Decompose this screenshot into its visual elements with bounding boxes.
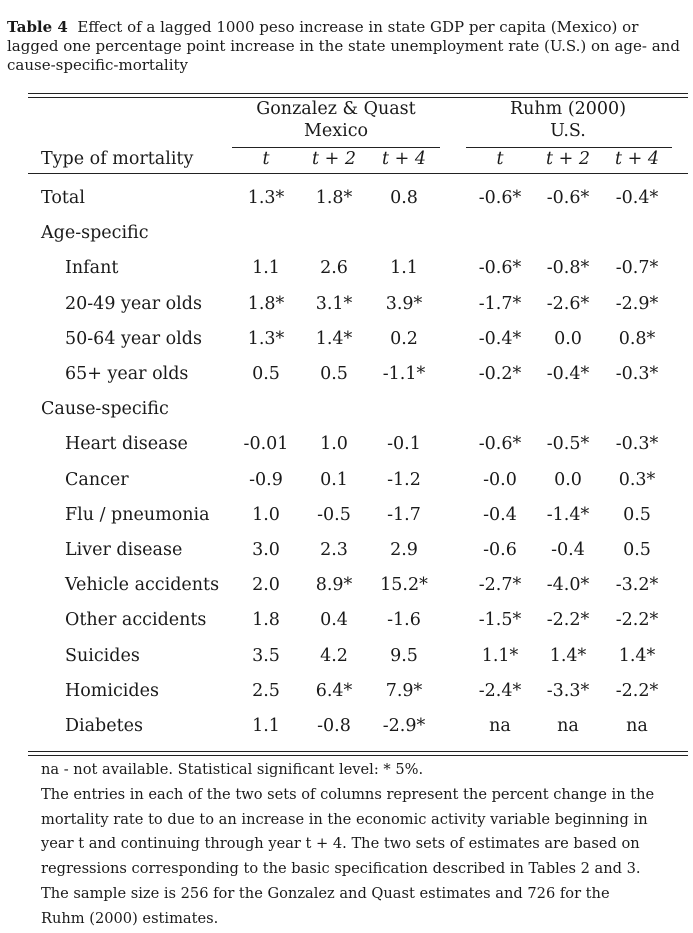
- table-cell: 7.9*: [385, 680, 423, 701]
- table-cell: 1.1: [390, 258, 418, 279]
- table-cell: -0.9: [249, 469, 283, 490]
- table-notes: [41, 758, 681, 932]
- top-rule: [28, 93, 688, 94]
- table-cell: 1.3*: [247, 328, 285, 349]
- table-cell: -0.6*: [478, 188, 522, 208]
- stub-header: Type of mortality: [41, 149, 194, 169]
- table-cell: -0.7*: [615, 258, 659, 279]
- note-line: The entries in each of the two sets of columns represent the percent change in the: [41, 785, 655, 803]
- table-cell: 3.1*: [315, 293, 353, 314]
- group-header-us: [462, 98, 674, 142]
- table-cell: 1.0: [252, 504, 280, 525]
- table-cell: -3.3*: [546, 680, 590, 701]
- table-cell: -0.8*: [546, 258, 590, 279]
- row-label: 20-49 year olds: [65, 293, 202, 314]
- table-cell: -0.2*: [478, 364, 522, 384]
- row-label: 65+ year olds: [65, 364, 189, 384]
- table-cell: 15.2*: [380, 575, 428, 596]
- caption-line-3: cause-specific-mortality: [7, 56, 188, 74]
- table-cell: 9.5: [390, 645, 418, 666]
- table-cell: -2.9*: [382, 716, 426, 736]
- row-label: Other accidents: [65, 610, 207, 631]
- table-cell: -0.6: [483, 540, 517, 560]
- table-cell: 1.4*: [549, 645, 587, 666]
- row-label: Liver disease: [65, 540, 183, 560]
- note-line: regressions corresponding to the basic specification described in Tables 2 and 3.: [41, 860, 641, 878]
- table-cell: -0.6*: [546, 188, 590, 208]
- row-label: Cause-specific: [41, 399, 169, 420]
- table-cell: 2.3: [320, 540, 348, 560]
- table-cell: 6.4*: [315, 680, 353, 701]
- table-cell: 4.2: [320, 645, 348, 666]
- note-line: Ruhm (2000) estimates.: [41, 909, 219, 927]
- table-caption: [7, 18, 693, 75]
- table-cell: -0.4: [483, 504, 517, 525]
- row-label: Diabetes: [65, 716, 143, 736]
- table-cell: 3.0: [252, 540, 280, 560]
- table-cell: 0.5: [623, 504, 651, 525]
- table-cell: -2.4*: [478, 680, 522, 701]
- table-cell: -1.6: [387, 610, 421, 631]
- table-cell: -2.7*: [478, 575, 522, 596]
- table-cell: -2.9*: [615, 293, 659, 314]
- table-cell: 0.5: [252, 364, 280, 384]
- table-cell: 8.9*: [315, 575, 353, 596]
- table-cell: 1.4*: [315, 328, 353, 349]
- table-cell: na: [557, 716, 579, 736]
- group-rule-us: [466, 147, 672, 148]
- column-header: t + 2: [546, 149, 590, 169]
- table-cell: 2.6: [320, 258, 348, 279]
- table-cell: -0.8: [317, 716, 351, 736]
- table-cell: -2.2*: [615, 610, 659, 631]
- table-cell: -0.0: [483, 469, 517, 490]
- table-cell: -4.0*: [546, 575, 590, 596]
- table-cell: -3.2*: [615, 575, 659, 596]
- row-label: Cancer: [65, 469, 129, 490]
- table-cell: 0.1: [320, 469, 348, 490]
- group1-line2: Mexico: [303, 121, 369, 141]
- bottom-rule-2: [28, 755, 688, 756]
- table-cell: 1.0: [320, 434, 348, 455]
- table-cell: 1.4*: [618, 645, 656, 666]
- caption-line-2: lagged one percentage point increase in the state unemployment rate (U.S.) on age- and: [7, 37, 680, 55]
- table-cell: 2.5: [252, 680, 280, 701]
- group-header-mexico: [230, 98, 442, 142]
- table-cell: -0.5: [317, 504, 351, 525]
- row-label: Age-specific: [41, 223, 149, 244]
- table-cell: 3.9*: [385, 293, 423, 314]
- table-cell: -0.1: [387, 434, 421, 455]
- table-cell: 0.0: [554, 328, 582, 349]
- row-label: Suicides: [65, 645, 140, 666]
- bottom-rule: [28, 751, 688, 752]
- table-cell: na: [626, 716, 648, 736]
- table-cell: -1.7*: [478, 293, 522, 314]
- table-cell: 0.8*: [618, 328, 656, 349]
- table-cell: 1.3*: [247, 188, 285, 208]
- table-cell: 1.8*: [315, 188, 353, 208]
- group1-line1: Gonzalez & Quast: [256, 99, 416, 119]
- column-header: t: [496, 149, 504, 169]
- table-cell: 0.4: [320, 610, 348, 631]
- group-rule-mexico: [232, 147, 440, 148]
- table-cell: 3.5: [252, 645, 280, 666]
- table-cell: 0.5: [320, 364, 348, 384]
- row-label: Total: [41, 188, 85, 208]
- table-cell: -1.5*: [478, 610, 522, 631]
- table-cell: 1.8*: [247, 293, 285, 314]
- column-header: t + 2: [312, 149, 356, 169]
- group2-line1: Ruhm (2000): [509, 99, 627, 119]
- note-line: The sample size is 256 for the Gonzalez and Quast estimates and 726 for the: [41, 884, 610, 902]
- table-cell: 1.1: [252, 258, 280, 279]
- row-label: 50-64 year olds: [65, 328, 202, 349]
- table-cell: 1.1*: [481, 645, 519, 666]
- column-header: t + 4: [382, 149, 426, 169]
- row-label: Vehicle accidents: [65, 575, 220, 596]
- table-cell: -2.2*: [546, 610, 590, 631]
- row-label: Homicides: [65, 680, 159, 701]
- header-rule: [28, 173, 688, 174]
- table-cell: -1.7: [387, 504, 421, 525]
- table-cell: -0.4*: [478, 328, 522, 349]
- table-cell: 0.5: [623, 540, 651, 560]
- table-cell: -0.4: [551, 540, 585, 560]
- caption-line-1: Effect of a lagged 1000 peso increase in state GDP per capita (Mexico) or: [77, 18, 639, 36]
- note-line: mortality rate to due to an increase in the economic activity variable beginning in: [41, 810, 648, 828]
- table-cell: -0.4*: [546, 364, 590, 384]
- table-cell: -1.1*: [382, 364, 426, 384]
- table-cell: -0.6*: [478, 258, 522, 279]
- table-cell: -1.4*: [546, 504, 590, 525]
- table-cell: -2.2*: [615, 680, 659, 701]
- table-cell: -2.6*: [546, 293, 590, 314]
- table-cell: -0.5*: [546, 434, 590, 455]
- table-cell: 1.1: [252, 716, 280, 736]
- table-label: Table 4: [7, 18, 68, 36]
- row-label: Infant: [65, 258, 119, 279]
- row-label: Heart disease: [65, 434, 188, 455]
- table-cell: 0.2: [390, 328, 418, 349]
- column-header: t: [262, 149, 270, 169]
- table-cell: -0.3*: [615, 364, 659, 384]
- table-cell: -0.3*: [615, 434, 659, 455]
- table-cell: 0.3*: [618, 469, 656, 490]
- table-cell: 0.0: [554, 469, 582, 490]
- table-cell: na: [489, 716, 511, 736]
- note-line: na - not available. Statistical significant level: * 5%.: [41, 761, 424, 778]
- group2-line2: U.S.: [550, 121, 586, 141]
- table-cell: -0.01: [243, 434, 289, 455]
- table-cell: -0.4*: [615, 188, 659, 208]
- column-header: t + 4: [615, 149, 659, 169]
- table-cell: -1.2: [387, 469, 421, 490]
- table-cell: 1.8: [252, 610, 280, 631]
- table-cell: -0.6*: [478, 434, 522, 455]
- table-cell: 0.8: [390, 188, 418, 208]
- note-line: year t and continuing through year t + 4. The two sets of estimates are based on: [41, 835, 640, 853]
- row-label: Flu / pneumonia: [65, 504, 210, 525]
- table-cell: 2.0: [252, 575, 280, 596]
- table-cell: 2.9: [390, 540, 418, 560]
